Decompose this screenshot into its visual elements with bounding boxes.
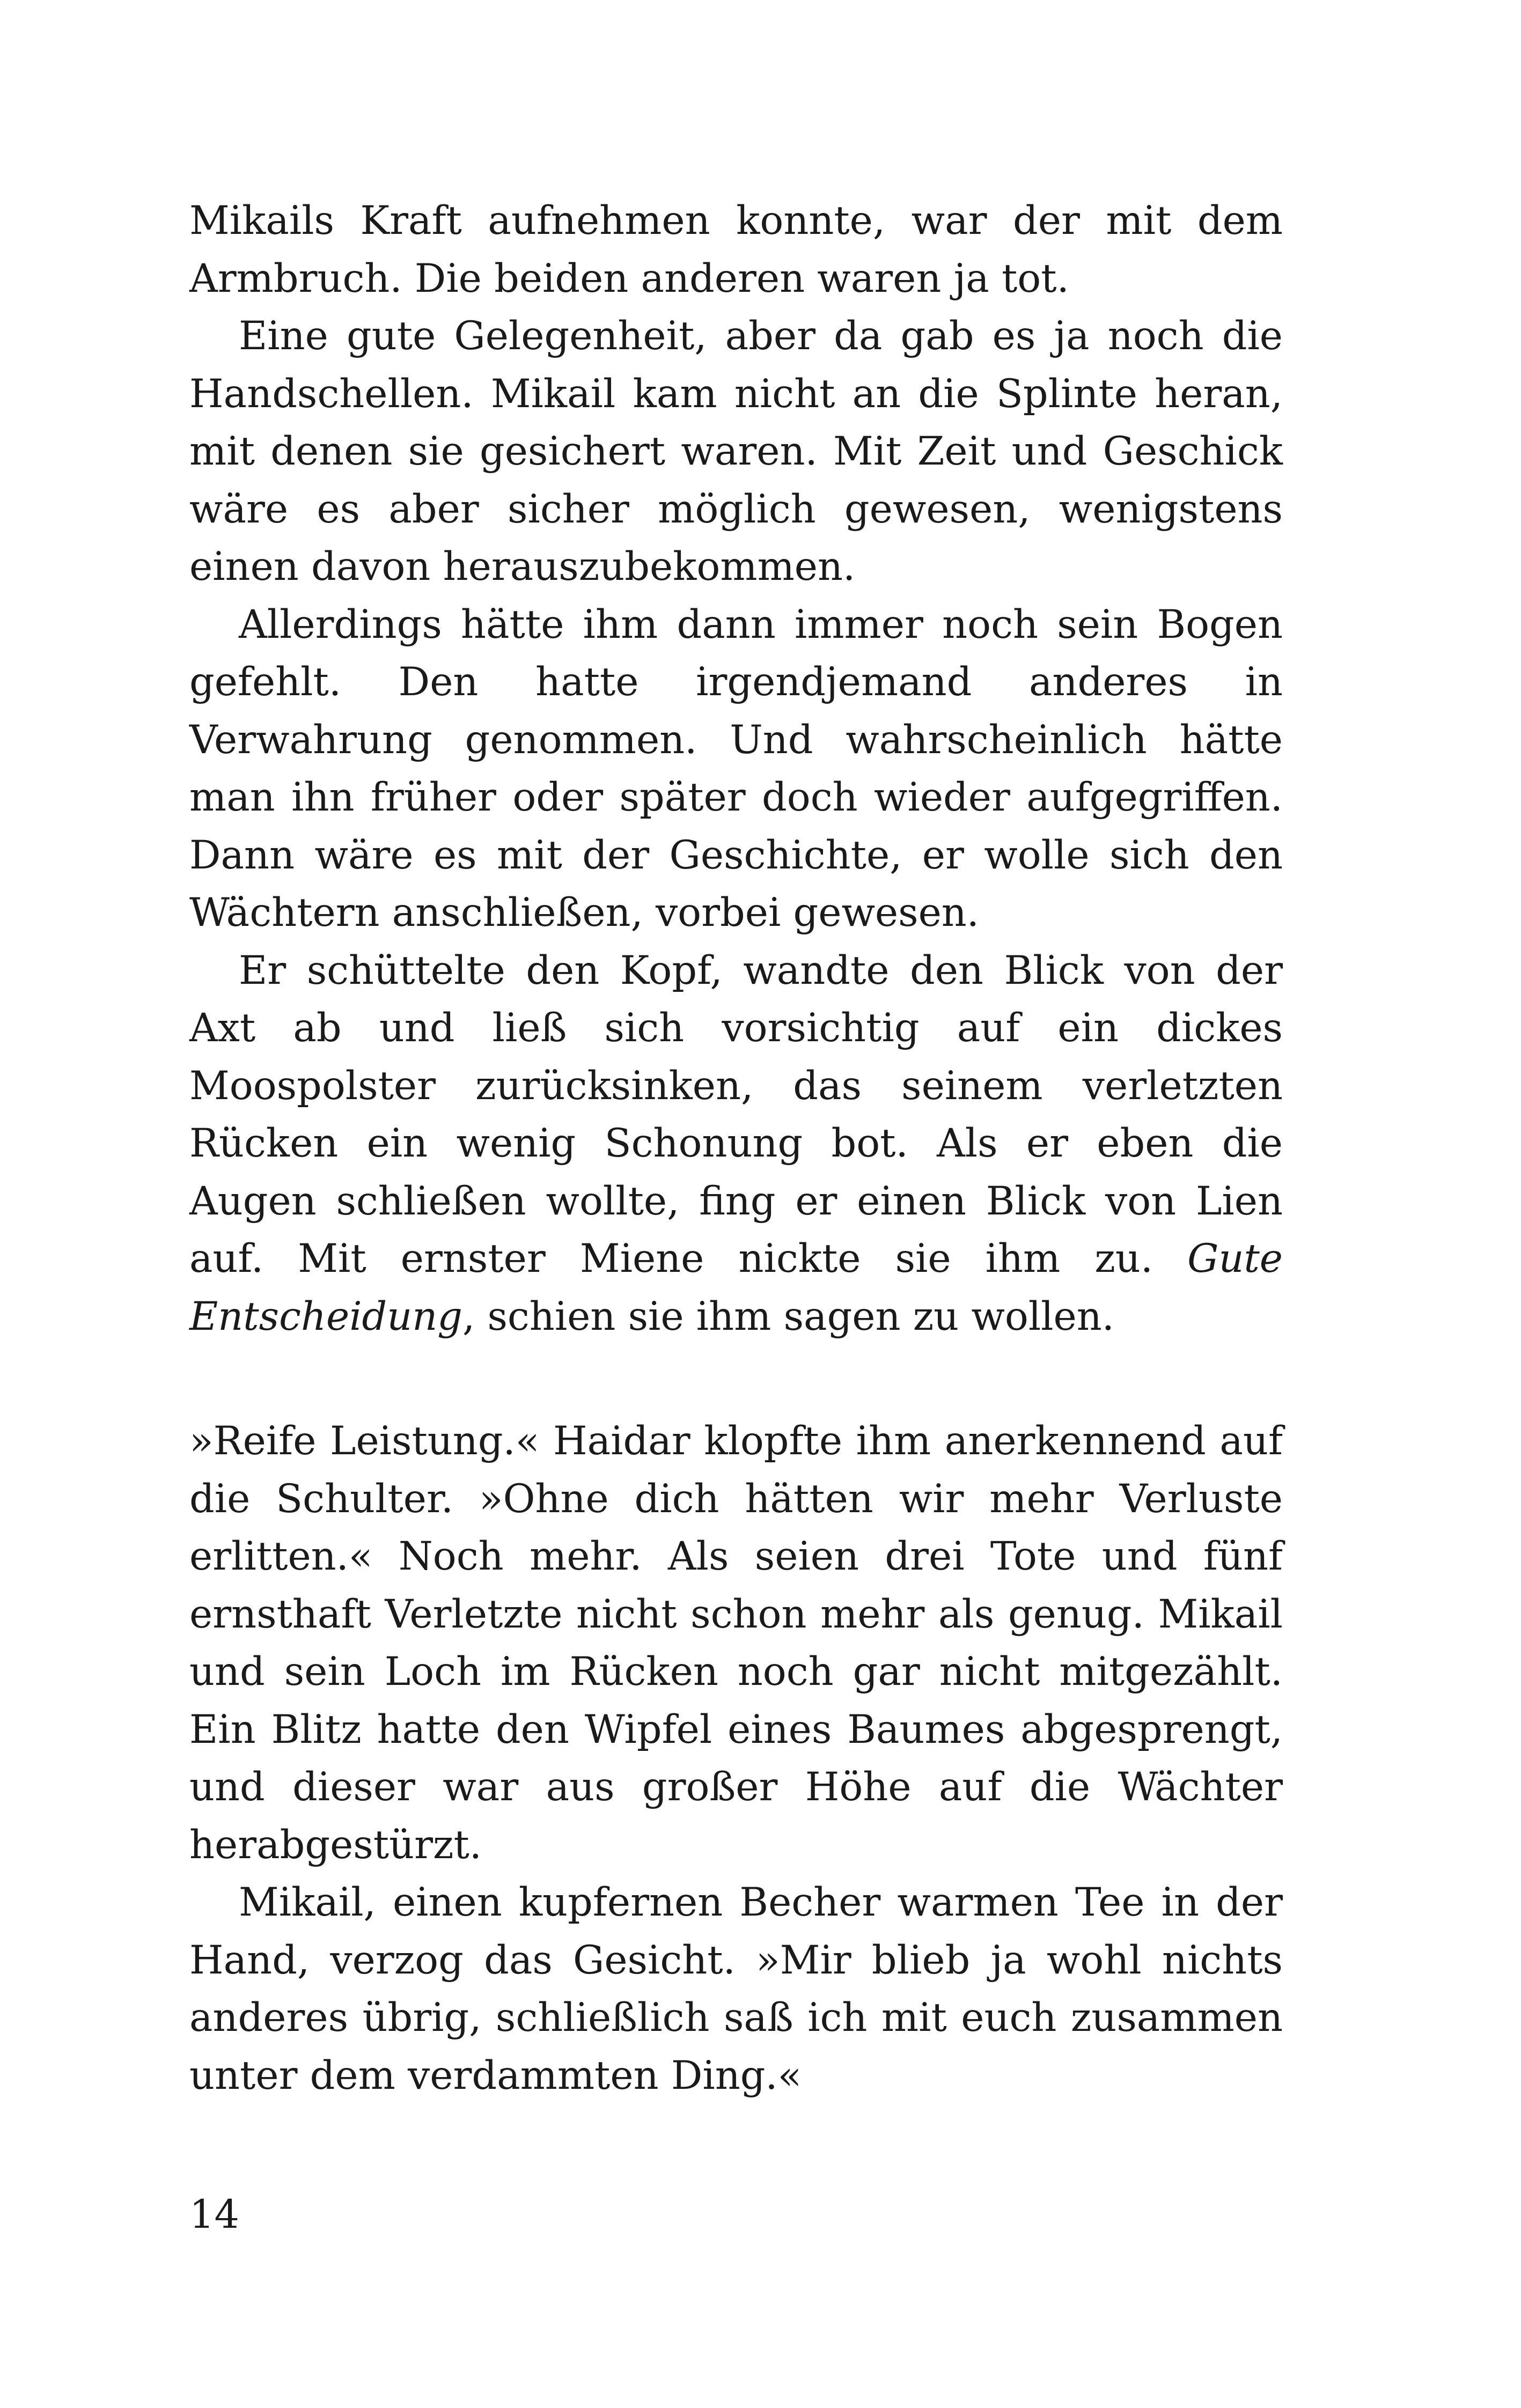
italic-thought: Gute Entscheidung [189, 1236, 1283, 1339]
paragraph-continued: Mikails Kraft aufnehmen konnte, war der mit dem Armbruch. Die beiden anderen waren ja tot. [189, 198, 1283, 301]
paragraph: Mikail, einen kupfernen Becher warmen Tee in der Hand, verzog das Gesicht. »Mir blieb ja wohl nichts anderes übrig, schließlich saß ich mit euch zusammen unter dem verdammten Ding.« [189, 1880, 1283, 2098]
text-block-lower [189, 1412, 1283, 2104]
paragraph-scene-start: »Reife Leistung.« Haidar klopfte ihm anerkennend auf die Schulter. »Ohne dich hätten wir mehr Verluste erlitten.« Noch mehr. Als seien drei Tote und fünf ernsthaft Verletzte nicht schon mehr als genug. Mikail und sein Loch im Rücken noch gar nicht mitgezählt. Ein Blitz hatte den Wipfel eines Baumes abgesprengt, und dieser war aus großer Höhe auf die Wächter herabgestürzt. [189, 1418, 1283, 1868]
paragraph-text: , schien sie ihm sagen zu wollen. [462, 1293, 1114, 1339]
text-block-upper [189, 192, 1283, 1345]
paragraph: Allerdings hätte ihm dann immer noch sein Bogen gefehlt. Den hatte irgendjemand anderes in Verwahrung genommen. Und wahrscheinlich hätte man ihn früher oder später doch wieder aufgegriffen. Dann wäre es mit der Geschichte, er wolle sich den Wächtern anschließen, vorbei gewesen. [189, 601, 1283, 936]
page-number: 14 [189, 2192, 239, 2237]
paragraph-text: Er schüttelte den Kopf, wandte den Blick von der Axt ab und ließ sich vorsichtig auf ein dickes Moospolster zurücksinken, das seinem verletzten Rücken ein wenig Schonung bot. Als er eben die Augen schließen wollte, fing er einen Blick von Lien auf. Mit ernster Miene nickte sie ihm zu. [189, 947, 1283, 1282]
paragraph [189, 942, 1283, 1346]
paragraph: Eine gute Gelegenheit, aber da gab es ja noch die Handschellen. Mikail kam nicht an die Splinte heran, mit denen sie gesichert waren. Mit Zeit und Geschick wäre es aber sicher möglich gewesen, wenigstens einen davon herauszubekommen. [189, 313, 1283, 590]
